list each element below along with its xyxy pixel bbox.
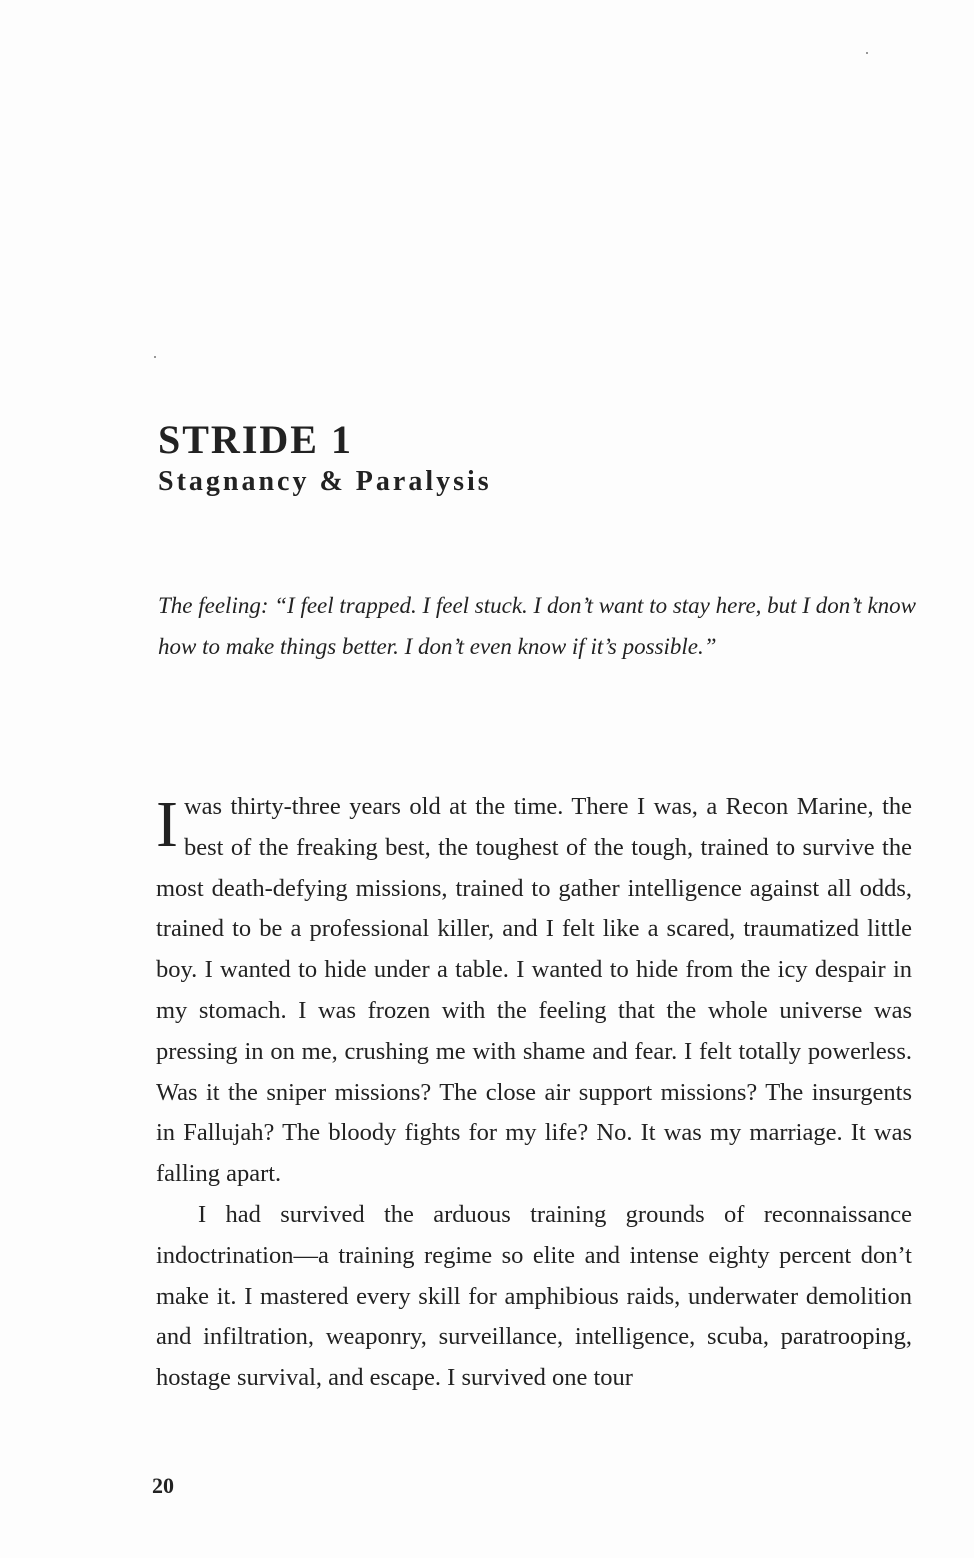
paragraph-1 (156, 787, 912, 1195)
paragraph-1-text: was thirty-three years old at the time. There I was, a Recon Marine, the best of the freaking best, the toughest of the tough, trained to survive the most death-defying missions, trained to gather intelligence against all odds, trained to be a professional killer, and I felt like a scared, traumatized little boy. I wanted to hide under a table. I wanted to hide from the icy despair in my stomach. I was frozen with the feeling that the whole universe was pressing in on me, crushing me with shame and fear. I felt totally powerless. Was it the sniper missions? The close air support missions? The insurgents in Fallujah? The bloody fights for my life? No. It was my marriage. It was falling apart. (156, 793, 912, 1188)
page-number: 20 (152, 1473, 174, 1498)
chapter-title: STRIDE 1 (158, 417, 353, 462)
scan-speck (154, 356, 156, 358)
body-text (156, 787, 912, 1399)
paragraph-2: I had survived the arduous training grounds of reconnaissance indoctrination—a training regime so elite and intense eighty percent don’t make it. I mastered every skill for amphibious raids, underwater demolition and infiltration, weaponry, surveillance, intelligence, scuba, paratrooping, hostage survival, and escape. I survived one tour (156, 1200, 912, 1392)
drop-cap: I (156, 788, 178, 861)
chapter-subtitle: Stagnancy & Paralysis (158, 466, 492, 497)
scan-speck (866, 52, 868, 54)
epigraph: The feeling: “I feel trapped. I feel stuck. I don’t want to stay here, but I don’t know how to make things better. I don’t even know if it’s possible.” (158, 593, 917, 659)
